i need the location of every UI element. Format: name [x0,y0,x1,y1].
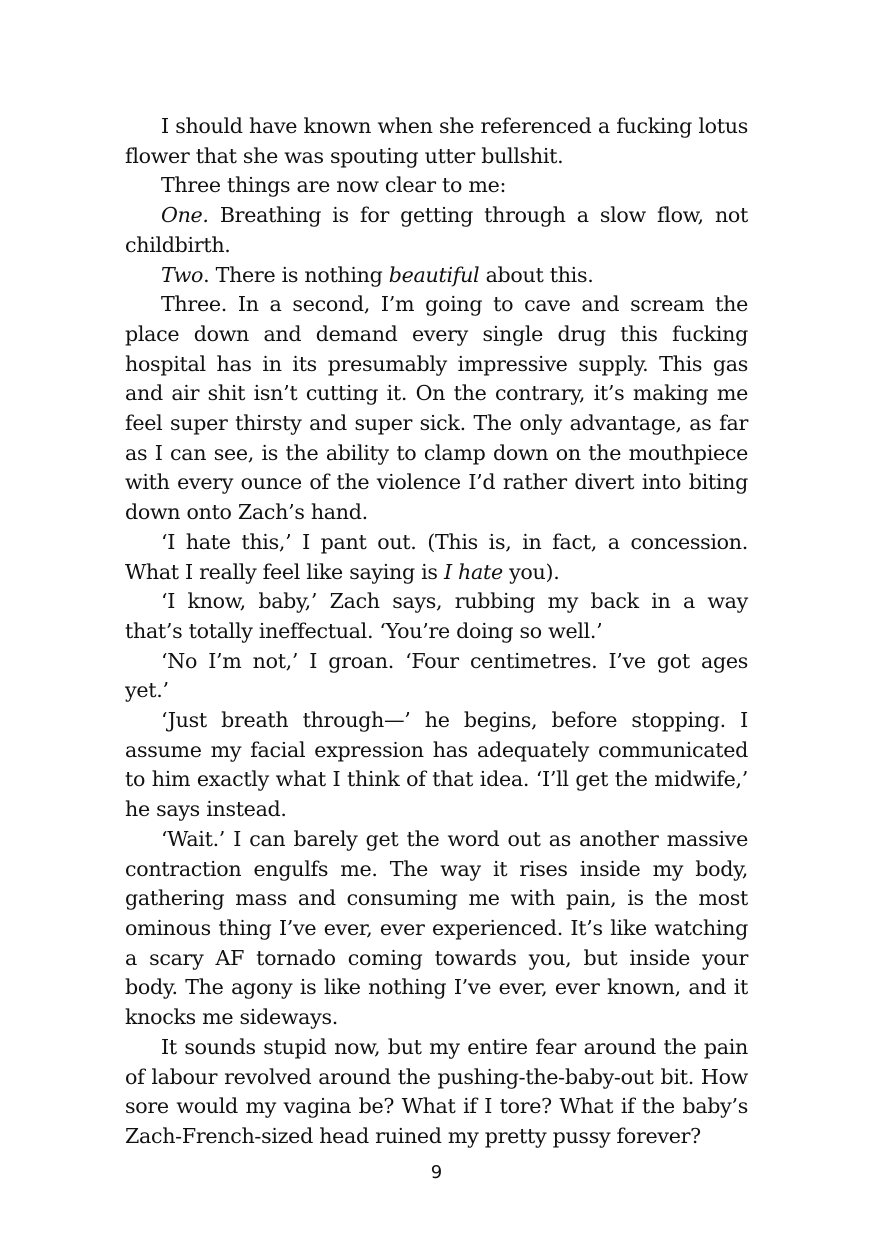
paragraph-4-text-b: about this. [479,262,594,287]
paragraph-6-text-b: you). [502,559,560,584]
paragraph-6-emphasis: I hate [443,559,503,584]
paragraph-6-text-a: ‘I hate this,’ I pant out. (This is, in fact, a concession. What I really feel like saying is [125,529,748,584]
paragraph-4-text-a: . There is nothing [203,262,389,287]
paragraph-2: Three things are now clear to me: [161,173,507,198]
paragraph-6 [125,528,748,587]
paragraph-8: ‘No I’m not,’ I groan. ‘Four centimetres. I’ve got ages yet.’ [125,648,748,703]
paragraph-4-emphasis: Two [161,262,204,287]
body-text [125,112,748,1152]
paragraph-5: Three. In a second, I’m going to cave and scream the place down and demand every single drug this fucking hospital has in its presumably impressive supply. This gas and air shit isn’t cutting it. On the contrary, it’s making me feel super thirsty and super sick. The only advantage, as far as I can see, is the ability to clamp down on the mouthpiece with every ounce of the violence I’d rather divert into biting down onto Zach’s hand. [125,292,748,525]
paragraph-7: ‘I know, baby,’ Zach says, rubbing my back in a way that’s totally ineffectual. ‘You’re doing so well.’ [125,589,748,643]
paragraph-1: I should have known when she referenced a fucking lotus flower that she was spouting utter bullshit. [125,114,748,168]
paragraph-11: It sounds stupid now, but my entire fear around the pain of labour revolved around the pushing-the-baby-out bit. How sore would my vagina be? What if I tore? What if the baby’s Zach-French-sized head ruined my pretty pussy forever? [125,1034,748,1148]
page-number: 9 [430,1162,443,1183]
paragraph-4 [125,261,748,291]
paragraph-3-text: Breathing is for getting through a slow flow, not childbirth. [125,203,748,257]
paragraph-9: ‘Just breath through—’ he begins, before stopping. I assume my facial expression has adequately communicated to him exactly what I think of that idea. ‘I’ll get the midwife,’ he says instead. [125,708,748,822]
paragraph-3-emphasis: One. [161,203,209,228]
paragraph-3 [125,201,748,260]
paragraph-4-emphasis-2: beautiful [388,262,480,287]
paragraph-10: ‘Wait.’ I can barely get the word out as another massive contraction engulfs me. The way it rises inside my body, gathering mass and consuming me with pain, is the most ominous thing I’ve ever, ever experienced. It’s like watching a scary AF tornado coming towards you, but inside your body. The agony is like nothing I’ve ever, ever known, and it knocks me sideways. [125,826,748,1030]
